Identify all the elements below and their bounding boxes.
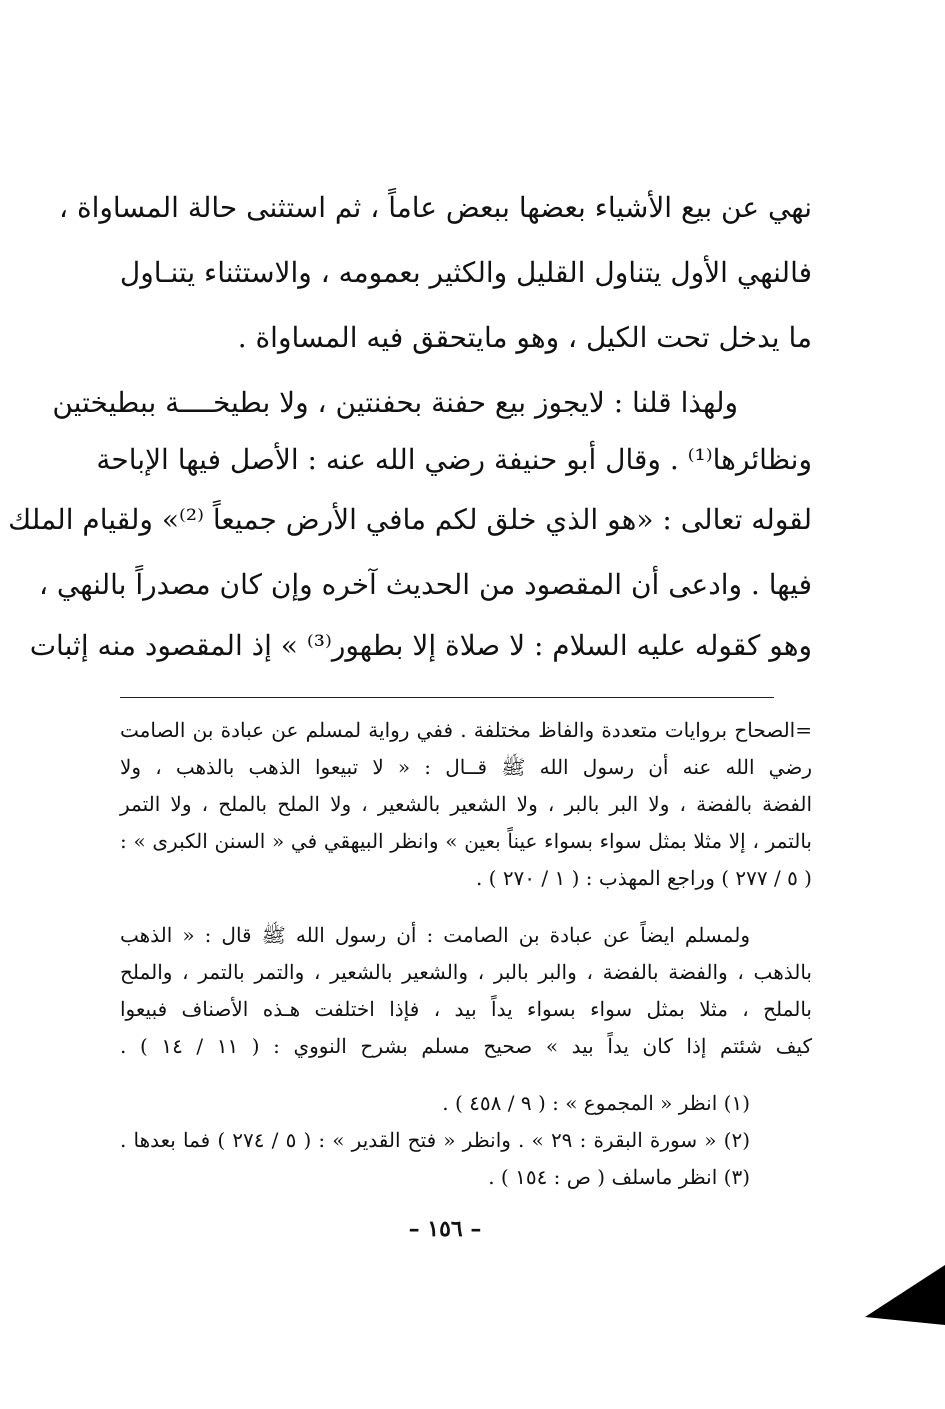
corner-fold-mark [865, 1265, 945, 1325]
footnote-line: ولمسلم ايضاً عن عبادة بن الصامت : أن رسول الله ﷺ قال : « الذهب [120, 923, 750, 947]
footnote-line: بالذهب ، والفضة بالفضة ، والبر بالبر ، والشعير بالشعير ، والتمر بالتمر ، والملح [120, 960, 812, 984]
footnote-line: =الصحاح بروايات متعددة والفاظ مختلفة . ففي رواية لمسلم عن عبادة بن الصامت [120, 718, 812, 742]
footnote-line: الفضة بالفضة ، ولا البر بالبر ، ولا الشعير بالشعير ، ولا الملح بالملح ، ولا التمر [120, 792, 812, 816]
body-line: ما يدخل تحت الكيل ، وهو مايتحقق فيه المساواة . [237, 321, 812, 354]
body-line: فالنهي الأول يتناول القليل والكثير بعمومه ، والاستثناء يتنـاول [119, 256, 812, 289]
body-line: ونظائرها⁽¹⁾ . وقال أبو حنيفة رضي الله عنه : الأصل فيها الإباحة [96, 443, 812, 476]
footnote-line: كيف شئتم إذا كان يداً بيد » صحيح مسلم بشرح النووي : ( ١١ / ١٤ ) . [120, 1034, 813, 1058]
footnote-line: بالملح ، مثلا بمثل سواء بسواء يداً بيد ، فإذا اختلفت هـذه الأصناف فبيعوا [120, 997, 812, 1021]
footnote-note-2: (٢) « سورة البقرة : ٢٩ » . وانظر « فتح القدير » : ( ٥ / ٢٧٤ ) فما بعدها . [120, 1128, 751, 1152]
body-line: ولهذا قلنا : لايجوز بيع حفنة بحفنتين ، ولا بطيخــــة ببطيختين [52, 386, 738, 419]
footnote-line: بالتمر ، إلا مثلا بمثل سواء بسواء عيناً بعين » وانظر البيهقي في « السنن الكبرى » : [120, 829, 812, 853]
page-number: – ١٥٦ – [408, 1216, 482, 1242]
footnote-note-1: (١) انظر « المجموع » : ( ٩ / ٤٥٨ ) . [442, 1091, 750, 1115]
body-line: لقوله تعالى : «هو الذي خلق لكم مافي الأرض جميعاً ⁽²⁾» ولقيام الملك [8, 503, 812, 536]
body-line: فيها . وادعى أن المقصود من الحديث آخره وإن كان مصدراً بالنهي ، [38, 568, 812, 601]
footnote-note-3: (٣) انظر ماسلف ( ص : ١٥٤ ) . [488, 1165, 750, 1189]
footnote-line: رضي الله عنه أن رسول الله ﷺ قــال : « لا تبيعوا الذهب بالذهب ، ولا [120, 755, 812, 779]
footnote-line: ( ٥ / ٢٧٧ ) وراجع المهذب : ( ١ / ٢٧٠ ) . [475, 866, 812, 890]
body-line: وهو كقوله عليه السلام : لا صلاة إلا بطهور⁽³⁾ » إذ المقصود منه إثبات [29, 629, 812, 662]
footnote-divider [120, 697, 774, 698]
body-line: نهي عن بيع الأشياء بعضها ببعض عاماً ، ثم استثنى حالة المساواة ، [59, 191, 812, 224]
